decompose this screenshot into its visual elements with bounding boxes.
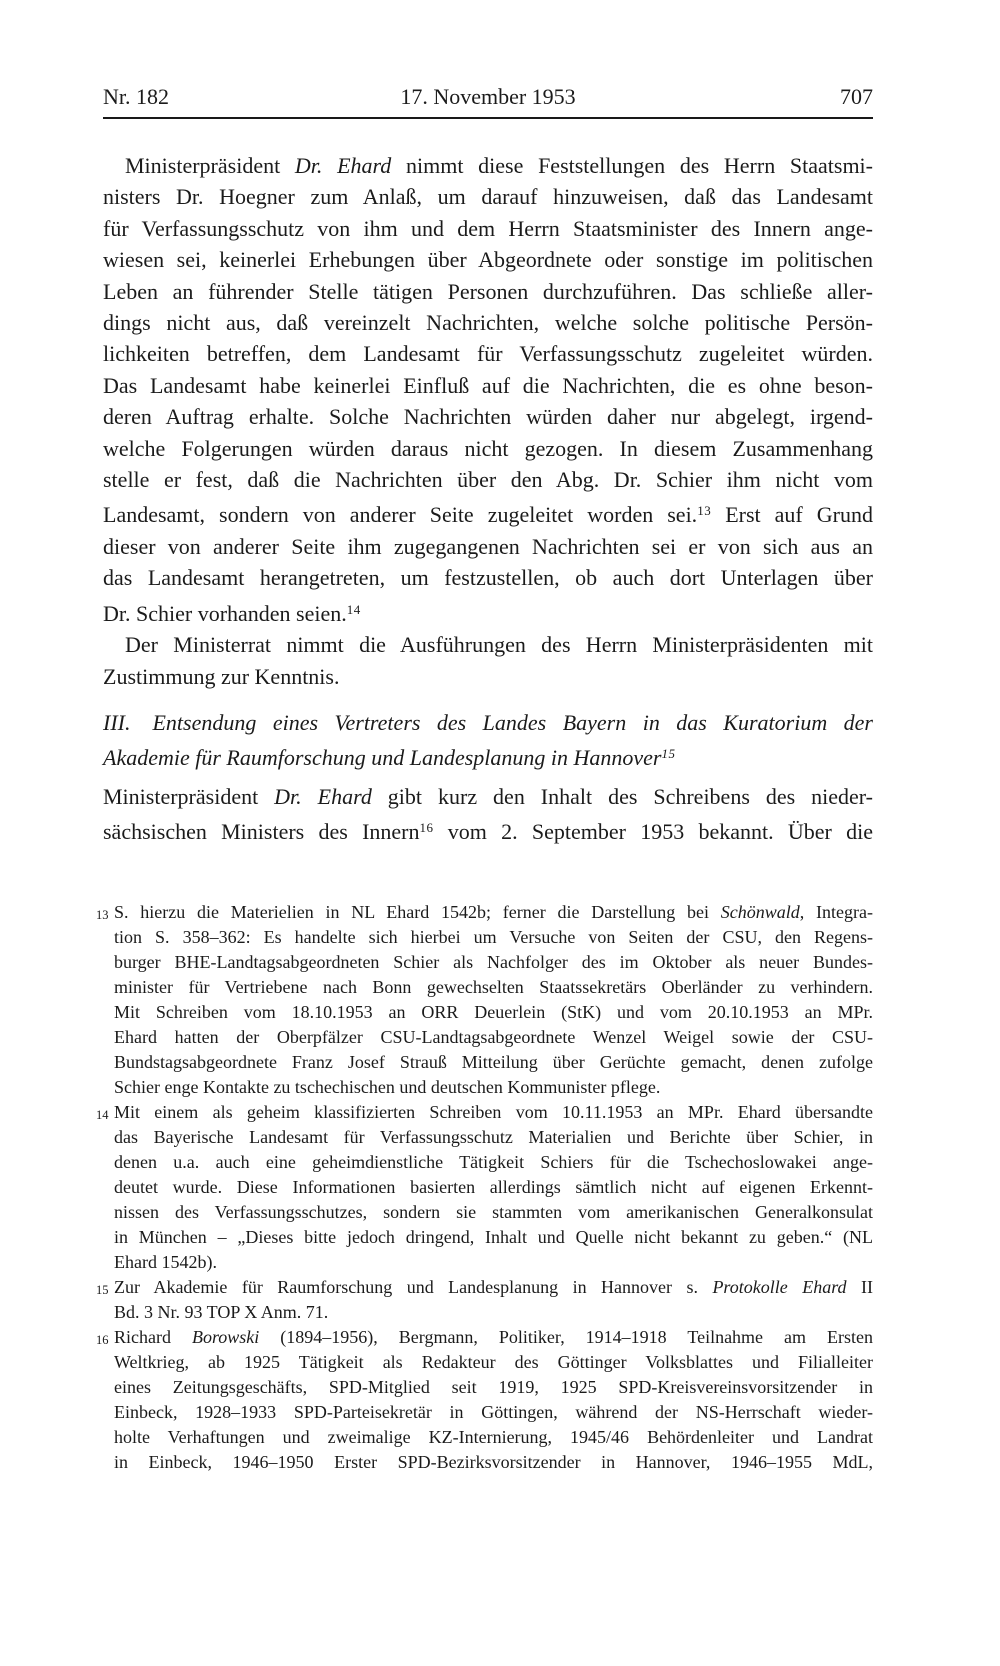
footnote-15 xyxy=(96,1275,873,1325)
text-line xyxy=(103,307,873,338)
text-run: für Verfassungsschutz von ihm und dem Herrn Staatsminister des Innern ange- xyxy=(103,215,873,241)
header-rule xyxy=(103,117,873,119)
text-line xyxy=(103,370,873,401)
emphasis-text: III. xyxy=(103,709,131,735)
text-line xyxy=(114,1400,873,1425)
paragraph-3 xyxy=(103,781,873,848)
text-line xyxy=(114,1225,873,1250)
footnote-text xyxy=(114,1275,873,1325)
text-line xyxy=(103,181,873,212)
text-run: Bd. 3 Nr. 93 TOP X Anm. 71. xyxy=(114,1301,329,1322)
text-run: tion S. 358–362: Es handelte sich hierbei um Versuche von Seiten der CSU, den Regens- xyxy=(114,926,873,947)
text-line xyxy=(114,1175,873,1200)
text-line xyxy=(103,213,873,244)
footnote-text xyxy=(114,1325,873,1475)
text-line xyxy=(114,1350,873,1375)
emphasis-text: Dr. Ehard xyxy=(294,153,392,178)
text-run: II xyxy=(846,1276,873,1297)
text-run: stelle er fest, daß die Nachrichten über den Abg. Dr. Schier ihm nicht vom xyxy=(103,467,873,493)
text-run: denen u.a. auch eine geheimdienstliche Tätigkeit Schiers für die Tschechoslowakei ange- xyxy=(114,1151,873,1172)
text-line xyxy=(103,433,873,464)
text-run: deren Auftrag erhalte. Solche Nachrichten würden daher nur abgelegt, irgend- xyxy=(103,404,873,430)
text-run: burger BHE-Landtagsabgeordneten Schier als Nachfolger des im Oktober als neuer Bundes- xyxy=(114,951,873,972)
footnote-text xyxy=(114,1100,873,1275)
text-run: eines Zeitungsgeschäfts, SPD-Mitglied seit 1919, 1925 SPD-Kreisvereinsvorsitzender in xyxy=(114,1376,873,1397)
text-run: lichkeiten betreffen, dem Landesamt für Verfassungsschutz zugeleitet würden. xyxy=(103,341,873,367)
text-run: Weltkrieg, ab 1925 Tätigkeit als Redakteur des Göttinger Volksblattes und Filialleiter xyxy=(114,1351,873,1372)
text-run: Ehard hatten der Oberpfälzer CSU-Landtagsabgeordnete Wenzel Weigel sowie der CSU- xyxy=(114,1026,873,1047)
text-run: vom 2. September 1953 bekannt. Über die xyxy=(433,819,873,845)
text-run: dings nicht aus, daß vereinzelt Nachrichten, welche solche politische Persön- xyxy=(103,310,873,336)
text-run: Erst auf Grund xyxy=(711,502,873,528)
text-line xyxy=(114,1000,873,1025)
page-header xyxy=(103,84,873,110)
text-run: nissen des Verfassungsschutzes, sondern sie stammten vom amerikanischen Generalkonsulat xyxy=(114,1201,873,1222)
text-run: , Integra- xyxy=(799,901,873,922)
text-line xyxy=(114,1450,873,1475)
text-run: Ministerpräsident xyxy=(103,783,275,809)
text-run: nimmt diese Feststellungen des Herrn Staatsmi- xyxy=(391,153,873,178)
text-run: Zur Akademie für Raumforschung und Landesplanung in Hannover s. xyxy=(114,1276,713,1297)
text-line xyxy=(103,464,873,495)
footnote-14 xyxy=(96,1100,873,1275)
text-line xyxy=(114,1025,873,1050)
text-run: das Bayerische Landesamt für Verfassungsschutz Materialien und Berichte über Schier, in xyxy=(114,1126,873,1147)
text-run: in München – „Dieses bitte jedoch dringend, Inhalt und Quelle nicht bekannt zu geben.“ (NL xyxy=(114,1226,873,1247)
footnote-number: 13 xyxy=(96,907,109,922)
text-run: Das Landesamt habe keinerlei Einfluß auf die Nachrichten, die es ohne beson- xyxy=(103,372,873,398)
text-run: nisters Dr. Hoegner zum Anlaß, um darauf hinzuweisen, daß das Landesamt xyxy=(103,184,873,210)
text-run: dieser von anderer Seite ihm zugegangenen Nachrichten sei er von sich aus an xyxy=(103,533,873,559)
text-run: in Einbeck, 1946–1950 Erster SPD-Bezirksvorsitzender in Hannover, 1946–1955 MdL, xyxy=(114,1451,873,1472)
text-line xyxy=(103,629,873,660)
text-run: Bundstagsabgeordnete Franz Josef Strauß Mitteilung über Gerüchte gemacht, denen zufolge xyxy=(114,1051,873,1072)
text-line xyxy=(114,1125,873,1150)
text-line xyxy=(114,1300,873,1325)
text-line xyxy=(103,531,873,562)
text-line xyxy=(114,1275,873,1300)
text-line xyxy=(114,1150,873,1175)
body-text xyxy=(103,150,873,848)
text-line xyxy=(103,707,873,738)
emphasis-text xyxy=(130,710,152,735)
emphasis-text: Entsendung eines Vertreters des Landes Bayern in das Kuratorium der xyxy=(152,709,873,735)
text-run: welche Folgerungen würden daraus nicht gezogen. In diesem Zusammenhang xyxy=(103,435,873,461)
text-run: Ehard 1542b). xyxy=(114,1251,217,1272)
text-line xyxy=(103,150,873,181)
text-line xyxy=(114,900,873,925)
text-run: das Landesamt herangetreten, um festzustellen, ob auch dort Unterlagen über xyxy=(103,565,873,591)
footnote-13 xyxy=(96,900,873,1100)
text-line xyxy=(114,1075,873,1100)
text-line xyxy=(103,401,873,432)
text-run: gibt kurz den Inhalt des Schreibens des nieder- xyxy=(371,783,873,809)
text-run: deutet wurde. Diese Informationen basierten allerdings sämtlich nicht auf eigenen Erkennt- xyxy=(114,1176,873,1197)
text-run: Landesamt, sondern von anderer Seite zugeleitet worden sei. xyxy=(103,502,698,528)
emphasis-text: Dr. Ehard xyxy=(274,783,372,809)
text-line xyxy=(103,738,873,773)
footnote-number: 16 xyxy=(96,1332,109,1347)
paragraph-2 xyxy=(103,629,873,692)
footnote-marker: 13 xyxy=(697,503,712,519)
text-run: sächsischen Ministers des Innern xyxy=(103,819,420,845)
text-line xyxy=(103,812,873,847)
footnote-marker: 15 xyxy=(661,746,676,762)
footnotes-section xyxy=(96,900,873,1475)
footnote-number: 15 xyxy=(96,1282,109,1297)
text-line xyxy=(103,661,873,692)
footnote-number: 14 xyxy=(96,1107,109,1122)
text-line xyxy=(114,1050,873,1075)
emphasis-text: Protokolle Ehard xyxy=(712,1276,847,1297)
text-run: wiesen sei, keinerlei Erhebungen über Abgeordnete oder sonstige im politischen xyxy=(103,247,873,273)
text-line xyxy=(114,975,873,1000)
text-line xyxy=(114,1325,873,1350)
emphasis-text: Schönwald xyxy=(720,901,800,922)
emphasis-text: Borowski xyxy=(191,1326,260,1347)
text-line xyxy=(114,1425,873,1450)
emphasis-text: Akademie für Raumforschung und Landesplanung in Hannover xyxy=(103,745,662,771)
text-line xyxy=(114,1250,873,1275)
text-line xyxy=(103,562,873,593)
footnote-text xyxy=(114,900,873,1100)
text-run: holte Verhaftungen und zweimalige KZ-Internierung, 1945/46 Behördenleiter und Landrat xyxy=(114,1426,873,1447)
text-block xyxy=(96,84,873,1475)
text-run: Zustimmung zur Kenntnis. xyxy=(103,663,340,689)
text-line xyxy=(114,950,873,975)
header-date: 17. November 1953 xyxy=(400,84,576,109)
text-run: Dr. Schier vorhanden seien. xyxy=(103,600,347,626)
text-run: S. hierzu die Materielien in NL Ehard 1542b; ferner die Darstellung bei xyxy=(114,901,721,922)
text-line xyxy=(114,1200,873,1225)
footnote-marker: 16 xyxy=(419,820,434,836)
page-number: 707 xyxy=(840,84,873,109)
text-line xyxy=(103,594,873,629)
text-run: Mit Schreiben vom 18.10.1953 an ORR Deuerlein (StK) und vom 20.10.1953 an MPr. xyxy=(114,1001,873,1022)
text-line xyxy=(114,925,873,950)
text-run: Einbeck, 1928–1933 SPD-Parteisekretär in Göttingen, während der NS-Herrschaft wieder- xyxy=(114,1401,873,1422)
text-line xyxy=(103,781,873,812)
text-run: Richard xyxy=(114,1326,192,1347)
text-line xyxy=(114,1100,873,1125)
document-number: Nr. 182 xyxy=(103,84,169,109)
text-run: Der Ministerrat nimmt die Ausführungen des Herrn Ministerpräsidenten mit xyxy=(125,632,873,658)
text-line xyxy=(114,1375,873,1400)
text-run: minister für Vertriebene nach Bonn gewechselten Staatssekretärs Oberländer zu verhindern. xyxy=(114,976,873,997)
text-run: Ministerpräsident xyxy=(125,153,295,178)
section-heading-iii xyxy=(103,707,873,774)
text-run: Schier enge Kontakte zu tschechischen und deutschen Kommunister pflege. xyxy=(114,1076,661,1097)
footnote-16 xyxy=(96,1325,873,1475)
footnote-marker: 14 xyxy=(346,601,361,617)
text-line xyxy=(103,244,873,275)
paragraph-1 xyxy=(103,150,873,629)
text-run: Mit einem als geheim klassifizierten Schreiben vom 10.11.1953 an MPr. Ehard übersandte xyxy=(114,1101,873,1122)
text-run: Leben an führender Stelle tätigen Personen durchzuführen. Das schließe aller- xyxy=(103,278,873,304)
text-line xyxy=(103,338,873,369)
text-line xyxy=(103,495,873,530)
text-run: (1894–1956), Bergmann, Politiker, 1914–1918 Teilnahme am Ersten xyxy=(259,1326,873,1347)
text-line xyxy=(103,276,873,307)
